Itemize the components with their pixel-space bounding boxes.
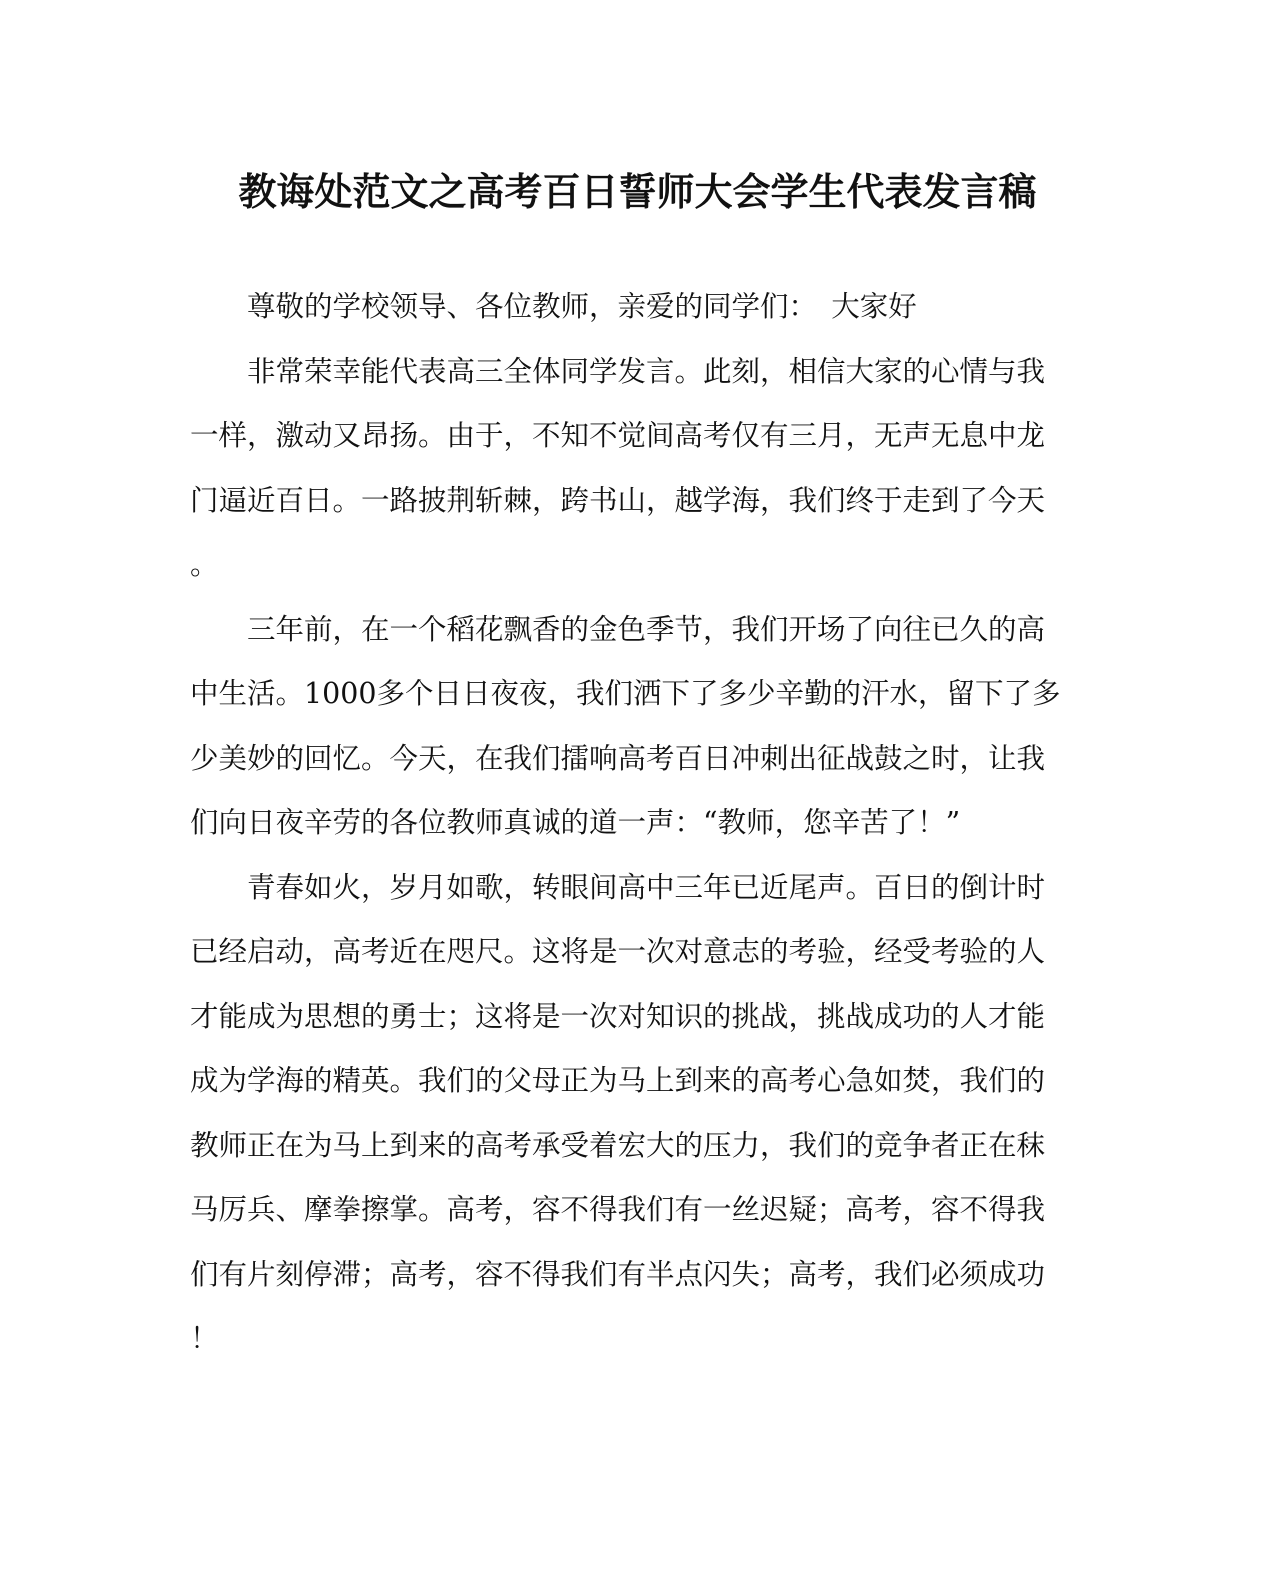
paragraph-line: 才能成为思想的勇士；这将是一次对知识的挑战，挑战成功的人才能	[190, 999, 1046, 1033]
paragraph-line: 们向日夜辛劳的各位教师真诚的道一声：“教师，您辛苦了！”	[190, 806, 961, 839]
paragraph-line: 少美妙的回忆。今天，在我们擂响高考百日冲刺出征战鼓之时，让我	[190, 741, 1046, 775]
paragraph-line: 教师正在为马上到来的高考承受着宏大的压力，我们的竞争者正在秣	[190, 1128, 1046, 1162]
paragraph-line: 青春如火，岁月如歌，转眼间高中三年已近尾声。百日的倒计时	[247, 870, 1046, 904]
paragraph-line: 们有片刻停滞；高考，容不得我们有半点闪失；高考，我们必须成功	[190, 1257, 1046, 1291]
paragraph-line: 门逼近百日。一路披荆斩棘，跨书山，越学海，我们终于走到了今天	[190, 483, 1046, 517]
paragraph-line-greeting: 尊敬的学校领导、各位教师，亲爱的同学们： 大家好	[247, 290, 917, 323]
paragraph-line: 一样，激动又昂扬。由于，不知不觉间高考仅有三月，无声无息中龙	[190, 419, 1046, 452]
document-body	[190, 275, 1061, 1372]
paragraph-line: 成为学海的精英。我们的父母正为马上到来的高考心急如焚，我们的	[190, 1064, 1046, 1097]
paragraph-line: 中生活。1000多个日日夜夜，我们洒下了多少辛勤的汗水，留下了多	[190, 677, 1061, 710]
paragraph-line: 三年前，在一个稻花飘香的金色季节，我们开场了向往已久的高	[247, 612, 1046, 646]
paragraph-line: 非常荣幸能代表高三全体同学发言。此刻，相信大家的心情与我	[247, 354, 1046, 388]
paragraph-line: 。	[190, 548, 219, 581]
paragraph-line: 马厉兵、摩拳擦掌。高考，容不得我们有一丝迟疑；高考，容不得我	[190, 1193, 1046, 1226]
document-title: 教诲处范文之高考百日誓师大会学生代表发言稿	[238, 169, 1037, 214]
paragraph-line: ！	[190, 1322, 219, 1355]
paragraph-line: 已经启动，高考近在咫尺。这将是一次对意志的考验，经受考验的人	[190, 935, 1046, 968]
